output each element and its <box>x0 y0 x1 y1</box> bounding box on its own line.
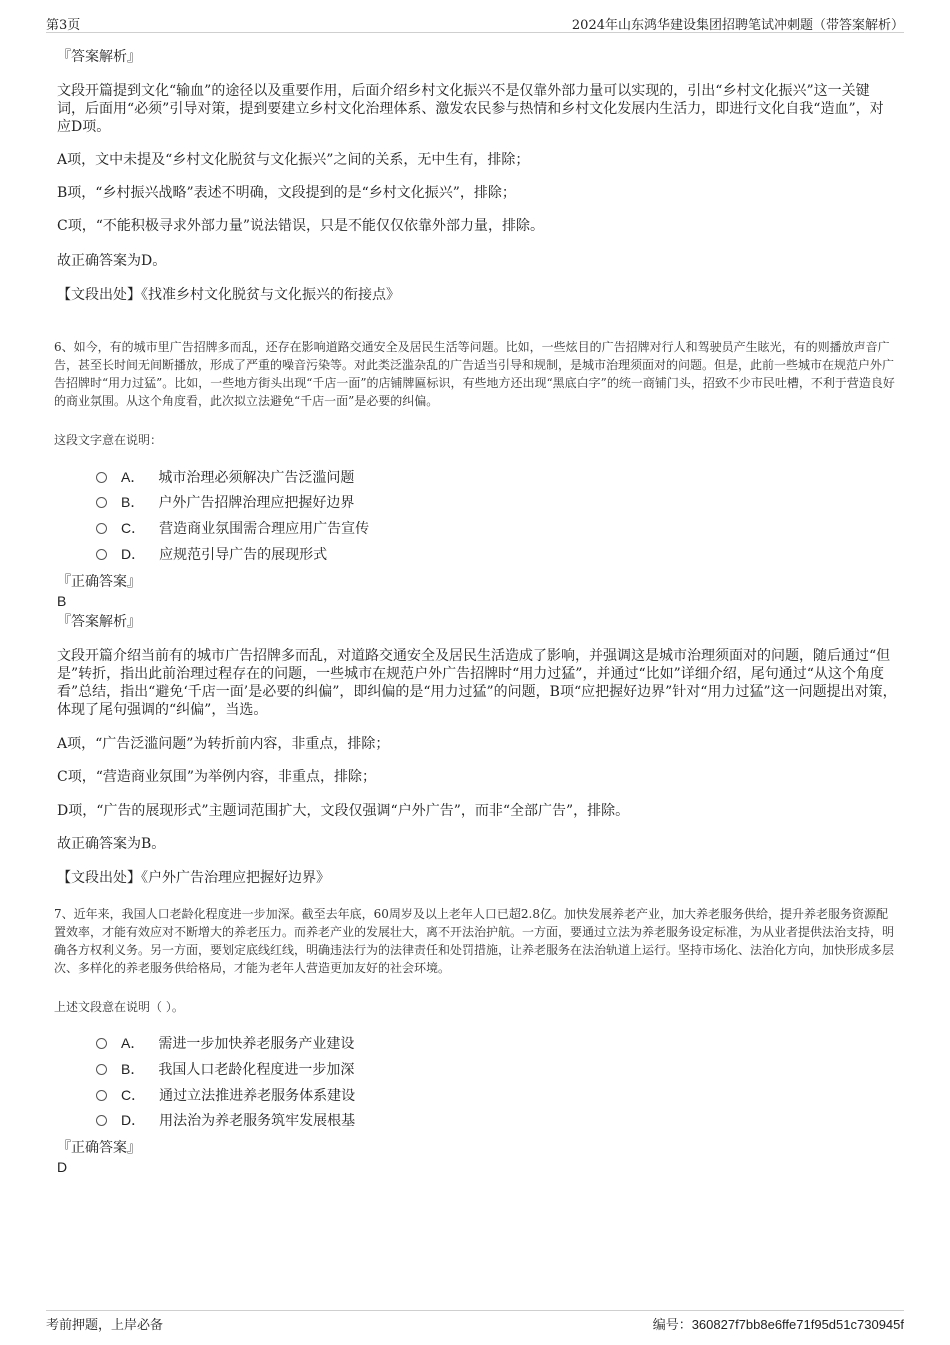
option-text: 用法治为养老服务筑牢发展根基 <box>159 1113 356 1129</box>
q6-option-b[interactable] <box>96 493 354 512</box>
q7-stem: 7、近年来，我国人口老龄化程度进一步加深。截至去年底，60周岁及以上老年人口已超2.8亿。加快发展养老产业，加大养老服务供给，提升养老服务资源配置效率，才能有效应对不断增大的养老压力。而养老产业的发展壮大，离不开法治护航。一方面，要通过立法为养老服务设定标准，为从业者提供法治支持，明确各方权利义务。另一方面，要划定底线红线，明确违法行为的法律责任和处罚措施，让养老服务在法治轨道上运行。坚持市场化、法治化方向，加快形成多层次、多样化的养老服务供给格局，才能为老年人营造更加友好的社会环境。 <box>54 907 895 975</box>
option-key: A． <box>121 469 145 485</box>
q7-option-b[interactable] <box>96 1060 354 1079</box>
radio-icon[interactable] <box>96 497 107 508</box>
q7-answer-label: 『正确答案』 <box>57 1140 141 1156</box>
q6-option-d[interactable] <box>96 545 327 564</box>
option-key: D． <box>121 546 146 562</box>
q6-source: 【文段出处】《户外广告治理应把握好边界》 <box>57 870 330 886</box>
prev-analysis-a: A项，文中未提及“乡村文化脱贫与文化振兴”之间的关系，无中生有，排除； <box>57 152 530 168</box>
page-footer <box>46 1310 904 1333</box>
prev-analysis-b: B项，“乡村振兴战略”表述不明确，文段提到的是“乡村文化振兴”，排除； <box>57 185 516 201</box>
prev-analysis-label: 『答案解析』 <box>57 49 141 65</box>
q6-answer-label: 『正确答案』 <box>57 574 141 590</box>
page-header <box>46 14 904 33</box>
radio-icon[interactable] <box>96 472 107 483</box>
option-text: 营造商业氛围需合理应用广告宣传 <box>159 521 370 537</box>
footer-slogan: 考前押题，上岸必备 <box>46 1318 164 1333</box>
q7-option-c[interactable] <box>96 1086 355 1105</box>
radio-icon[interactable] <box>96 549 107 560</box>
document-id: 编号：360827f7bb8e6ffe71f95d51c730945f <box>652 1317 904 1332</box>
radio-icon[interactable] <box>96 1038 107 1049</box>
page-number: 第3页 <box>46 18 81 33</box>
q6-analysis-main: 文段开篇介绍当前有的城市广告招牌多而乱，对道路交通安全及居民生活造成了影响，并强调这是城市治理须面对的问题，随后通过“但是”转折，指出此前治理过程存在的问题，一些城市在规范户外广告招牌时“用力过猛”，并通过“比如”详细介绍，尾句通过“从这个角度看”总结，指出“避免‘千店一面’是必要的纠偏”，即纠偏的是“用力过猛”的问题，B项“应把握好边界”针对“用力过猛”这一问题提出对策，体现了尾句强调的“纠偏”，当选。 <box>57 648 897 718</box>
option-key: C． <box>121 1087 146 1103</box>
prev-conclusion: 故正确答案为D。 <box>57 253 167 269</box>
document-title: 2024年山东鸿华建设集团招聘笔试冲刺题（带答案解析） <box>571 18 904 33</box>
radio-icon[interactable] <box>96 1064 107 1075</box>
option-text: 通过立法推进养老服务体系建设 <box>159 1088 356 1104</box>
option-key: D． <box>121 1112 146 1128</box>
radio-icon[interactable] <box>96 1115 107 1126</box>
option-text: 需进一步加快养老服务产业建设 <box>158 1036 355 1052</box>
option-key: B． <box>121 1061 145 1077</box>
q6-analysis-a: A项，“广告泛滥问题”为转折前内容，非重点，排除； <box>57 736 390 752</box>
q6-option-c[interactable] <box>96 519 369 538</box>
q6-option-a[interactable] <box>96 468 354 487</box>
option-text: 城市治理必须解决广告泛滥问题 <box>158 470 355 486</box>
q6-answer: B <box>57 593 67 609</box>
option-key: B． <box>121 494 145 510</box>
q7-option-d[interactable] <box>96 1111 355 1130</box>
option-key: C． <box>121 520 146 536</box>
prev-analysis-main: 文段开篇提到文化“输血”的途径以及重要作用，后面介绍乡村文化振兴不是仅靠外部力量可以实现的，引出“乡村文化振兴”这一关键词，后面用“必须”引导对策，提到要建立乡村文化治理体系、激发农民参与热情和乡村文化发展内生活力，即进行文化自我“造血”，对应D项。 <box>57 83 884 135</box>
q6-analysis-c: C项，“营造商业氛围”为举例内容，非重点，排除； <box>57 769 377 785</box>
prev-analysis-c: C项，“不能积极寻求外部力量”说法错误，只是不能仅仅依靠外部力量，排除。 <box>57 218 545 234</box>
option-text: 应规范引导广告的展现形式 <box>159 547 328 563</box>
option-text: 户外广告招牌治理应把握好边界 <box>158 495 355 511</box>
q6-stem: 6、如今，有的城市里广告招牌多而乱，还存在影响道路交通安全及居民生活等问题。比如，一些炫目的广告招牌对行人和驾驶员产生眩光，有的则播放声音广告，甚至长时间无间断播放，形成了严重的噪音污染等。对此类泛滥杂乱的广告适当引导和规制，是城市治理须面对的问题。但是，此前一些城市在规范户外广告招牌时“用力过猛”。比如，一些地方街头出现“千店一面”的店铺牌匾标识，有些地方还出现“黑底白字”的统一商铺门头，招致不少市民吐槽，不利于营造良好的商业氛围。从这个角度看，此次拟立法避免“千店一面”是必要的纠偏。 <box>54 340 895 408</box>
option-text: 我国人口老龄化程度进一步加深 <box>158 1062 355 1078</box>
radio-icon[interactable] <box>96 1090 107 1101</box>
q7-ask: 上述文段意在说明（ ）。 <box>54 1000 184 1014</box>
q6-ask: 这段文字意在说明： <box>54 433 163 447</box>
prev-source: 【文段出处】《找准乡村文化脱贫与文化振兴的衔接点》 <box>57 287 400 303</box>
radio-icon[interactable] <box>96 523 107 534</box>
q6-analysis-d: D项，“广告的展现形式”主题词范围扩大，文段仅强调“户外广告”，而非“全部广告”，排除。 <box>57 803 630 819</box>
q6-conclusion: 故正确答案为B。 <box>57 836 166 852</box>
q7-option-a[interactable] <box>96 1034 354 1053</box>
q7-answer: D <box>57 1159 68 1175</box>
option-key: A． <box>121 1035 145 1051</box>
q6-analysis-label: 『答案解析』 <box>57 614 141 630</box>
